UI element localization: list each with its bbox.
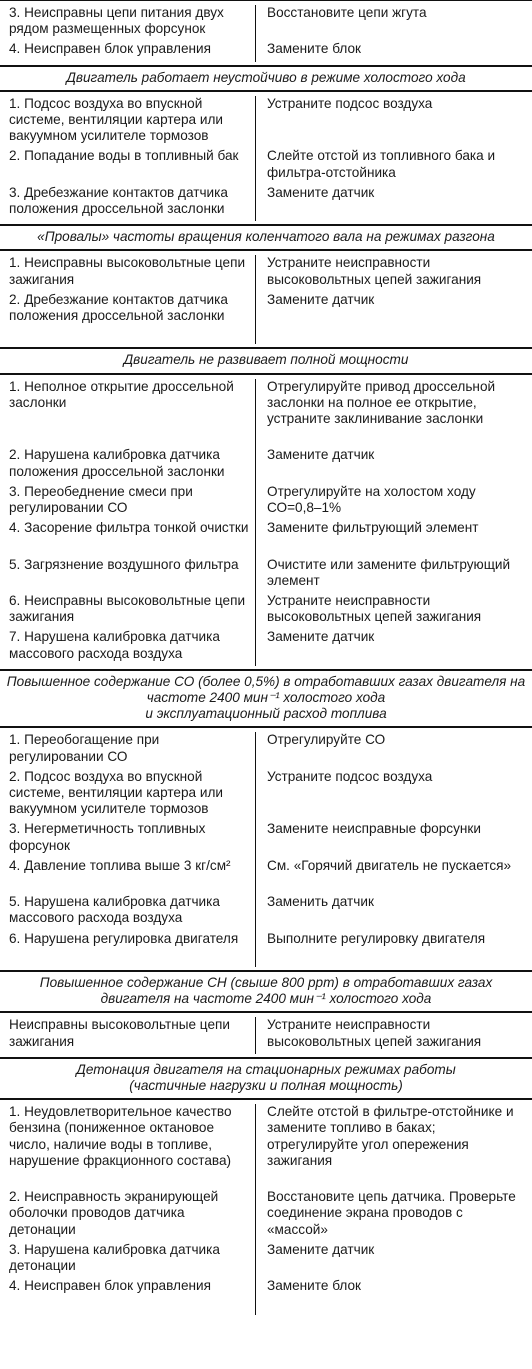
remedy-cell: Слейте отстой в фильтре-отстойнике и замените топливо в баках; отрегулируйте угол опережения зажигания bbox=[267, 1104, 514, 1168]
symptom-section bbox=[0, 1059, 532, 1318]
remedy-cell: Восстановите цепь датчика. Проверьте соединение экрана проводов с «массой» bbox=[267, 1189, 516, 1237]
cause-cell: 3. Нарушена калибровка датчика детонации bbox=[9, 1241, 220, 1274]
symptom-section bbox=[0, 349, 532, 670]
cause-cell: Неисправны высоковольтные цепи зажигания bbox=[9, 1017, 230, 1049]
remedy-cell: Устраните подсос воздуха bbox=[267, 95, 433, 111]
remedy-cell: Очистите или замените фильтрующий элемент bbox=[267, 556, 511, 588]
cause-remedy-rows bbox=[0, 375, 532, 669]
cause-cell: 5. Нарушена калибровка датчика массового расхода воздуха bbox=[9, 894, 220, 926]
remedy-cell: Устраните подсос воздуха bbox=[267, 768, 433, 784]
cause-remedy-rows bbox=[0, 728, 532, 970]
symptom-heading: Детонация двигателя на стационарных режимах работы (частичные нагрузки и полная мощность) bbox=[0, 1059, 532, 1100]
remedy-cell: Заменить датчик bbox=[267, 894, 374, 910]
remedy-cell: Устраните неисправности высоковольтных цепей зажигания bbox=[267, 593, 482, 625]
remedy-cell: Замените датчик bbox=[267, 291, 375, 307]
symptom-section bbox=[0, 226, 532, 349]
cause-cell: 1. Подсос воздуха во впускной системе, вентиляции картера или вакуумном усилителе тормозов bbox=[9, 95, 223, 144]
cause-remedy-rows bbox=[0, 1, 532, 65]
remedy-cell: Замените неисправные форсунки bbox=[267, 821, 481, 837]
remedy-cell: Восстановите цепи жгута bbox=[267, 5, 427, 20]
remedy-cell: Отрегулируйте привод дроссельной заслонки на полное ее открытие, устраните заклинивание заслонки bbox=[267, 378, 496, 427]
cause-cell: 2. Подсос воздуха во впускной системе, вентиляции картера или вакуумном усилителе тормозов bbox=[9, 768, 223, 817]
remedy-column bbox=[255, 379, 532, 666]
symptom-section bbox=[0, 671, 532, 972]
cause-cell: 1. Неполное открытие дроссельной заслонки bbox=[9, 378, 234, 410]
cause-cell: 2. Нарушена калибровка датчика положения дроссельной заслонки bbox=[9, 447, 225, 479]
cause-cell: 4. Неисправен блок управления bbox=[9, 41, 211, 57]
cause-column bbox=[0, 732, 255, 967]
remedy-cell: См. «Горячий двигатель не пускается» bbox=[267, 857, 512, 873]
cause-cell: 2. Попадание воды в топливный бак bbox=[9, 148, 239, 164]
symptom-heading: «Провалы» частоты вращения коленчатого вала на режимах разгона bbox=[0, 226, 532, 251]
cause-cell: 3. Дребезжание контактов датчика положения дроссельной заслонки bbox=[9, 184, 228, 217]
remedy-cell: Устраните неисправности высоковольтных цепей зажигания bbox=[267, 255, 482, 287]
remedy-cell: Выполните регулировку двигателя bbox=[267, 930, 486, 946]
cause-cell: 6. Неисправны высоковольтные цепи зажигания bbox=[9, 593, 246, 625]
cause-column bbox=[0, 255, 255, 344]
cause-cell: 2. Неисправность экранирующей оболочки проводов датчика детонации bbox=[9, 1189, 219, 1237]
cause-cell: 2. Дребезжание контактов датчика положения дроссельной заслонки bbox=[9, 291, 228, 324]
cause-cell: 5. Загрязнение воздушного фильтра bbox=[9, 556, 239, 572]
remedy-cell: Замените блок bbox=[267, 1278, 361, 1294]
cause-remedy-rows bbox=[0, 1013, 532, 1056]
symptom-heading: Двигатель не развивает полной мощности bbox=[0, 349, 532, 374]
remedy-cell: Устраните неисправности высоковольтных цепей зажигания bbox=[267, 1017, 482, 1049]
cause-remedy-rows bbox=[0, 1100, 532, 1317]
remedy-cell: Замените блок bbox=[267, 41, 361, 57]
cause-cell: 1. Неисправны высоковольтные цепи зажигания bbox=[9, 255, 246, 287]
cause-cell: 4. Давление топлива выше 3 кг/см² bbox=[9, 857, 231, 873]
remedy-column bbox=[255, 1017, 532, 1053]
symptom-section bbox=[0, 972, 532, 1059]
remedy-cell: Отрегулируйте СО bbox=[267, 732, 386, 748]
remedy-cell: Замените датчик bbox=[267, 629, 375, 645]
remedy-column bbox=[255, 1104, 532, 1314]
remedy-cell: Слейте отстой из топливного бака и фильтра-отстойника bbox=[267, 148, 496, 180]
remedy-column bbox=[255, 96, 532, 221]
cause-column bbox=[0, 1104, 255, 1314]
cause-column bbox=[0, 1017, 255, 1053]
remedy-cell: Замените фильтрующий элемент bbox=[267, 520, 479, 536]
symptom-section bbox=[0, 1, 532, 67]
cause-cell: 3. Переобеднение смеси при регулировании СО bbox=[9, 483, 193, 516]
remedy-column bbox=[255, 255, 532, 344]
cause-cell: 1. Переобогащение при регулировании СО bbox=[9, 732, 160, 764]
cause-cell: 3. Негерметичность топливных форсунок bbox=[9, 821, 206, 853]
cause-cell: 1. Неудовлетворительное качество бензина (пониженное октановое число, наличие воды в топливе, нарушение фракционного состава) bbox=[9, 1104, 232, 1168]
remedy-cell: Замените датчик bbox=[267, 447, 375, 463]
symptom-heading: Повышенное содержание СО (более 0,5%) в отработавших газах двигателя на частоте 2400 мин⁻¹ холостого хода и эксплуатационный расход топлива bbox=[0, 671, 532, 729]
cause-cell: 4. Засорение фильтра тонкой очистки bbox=[9, 520, 249, 536]
cause-column bbox=[0, 379, 255, 666]
cause-cell: 4. Неисправен блок управления bbox=[9, 1278, 211, 1294]
remedy-column bbox=[255, 732, 532, 967]
symptom-section bbox=[0, 67, 532, 227]
remedy-cell: Замените датчик bbox=[267, 1241, 375, 1257]
symptom-heading: Повышенное содержание СН (свыше 800 ppm) в отработавших газах двигателя на частоте 2400 мин⁻¹ холостого хода bbox=[0, 972, 532, 1013]
remedy-cell: Замените датчик bbox=[267, 184, 375, 200]
cause-cell: 6. Нарушена регулировка двигателя bbox=[9, 930, 239, 946]
cause-remedy-rows bbox=[0, 92, 532, 224]
cause-cell: 3. Неисправны цепи питания двух рядом размещенных форсунок bbox=[9, 5, 224, 37]
cause-column bbox=[0, 96, 255, 221]
cause-column bbox=[0, 5, 255, 62]
remedy-column bbox=[255, 5, 532, 62]
cause-remedy-rows bbox=[0, 251, 532, 347]
symptom-heading: Двигатель работает неустойчиво в режиме холостого хода bbox=[0, 67, 532, 92]
remedy-cell: Отрегулируйте на холостом ходу СО=0,8–1% bbox=[267, 483, 476, 516]
cause-cell: 7. Нарушена калибровка датчика массового расхода воздуха bbox=[9, 629, 220, 661]
